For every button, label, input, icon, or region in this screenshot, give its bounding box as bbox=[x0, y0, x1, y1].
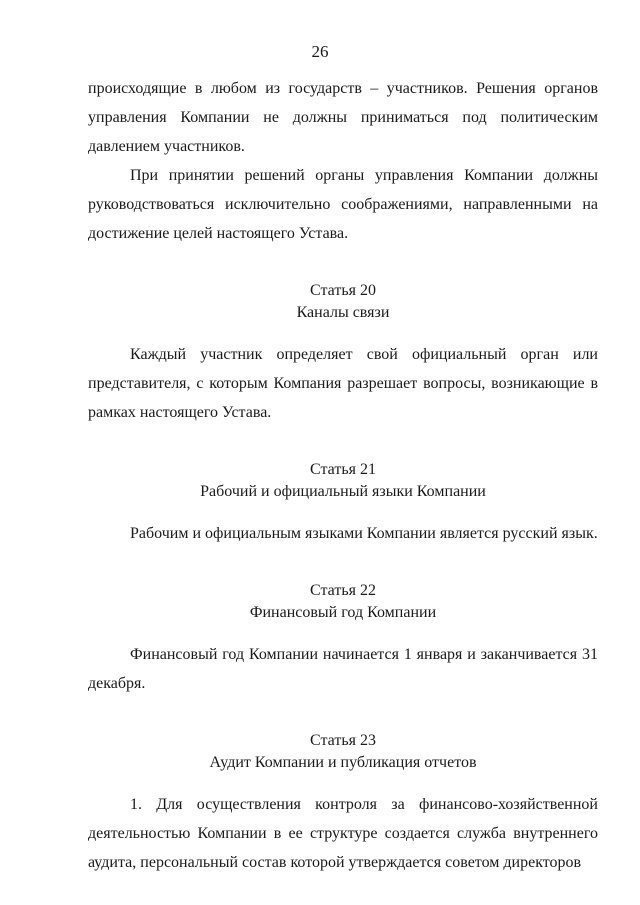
article-number: Статья 20 bbox=[310, 282, 376, 299]
article-number: Статья 22 bbox=[310, 582, 376, 599]
paragraph: При принятии решений органы управления Компании должны руководствоваться исключительно соображениями, направленными на достижение целей настоящего Устава. bbox=[88, 167, 598, 242]
article-22 bbox=[88, 580, 598, 698]
article-21 bbox=[88, 459, 598, 548]
paragraph: Финансовый год Компании начинается 1 января и заканчивается 31 декабря. bbox=[88, 646, 598, 692]
article-number: Статья 23 bbox=[310, 732, 376, 749]
document-body bbox=[88, 74, 598, 877]
paragraph-continuation: происходящие в любом из государств – участников. Решения органов управления Компании не должны приниматься под политическим давлением участников. bbox=[88, 80, 598, 155]
article-number: Статья 21 bbox=[310, 461, 376, 478]
page-number: 26 bbox=[311, 42, 329, 61]
paragraph: Рабочим и официальным языками Компании является русский язык. bbox=[130, 525, 598, 542]
article-title: Каналы связи bbox=[296, 304, 390, 321]
article-title: Аудит Компании и публикация отчетов bbox=[209, 754, 477, 771]
paragraph: 1. Для осуществления контроля за финансово-хозяйственной деятельностью Компании в ее структуре создается служба внутреннего аудита, персональный состав которой утверждается советом директоров bbox=[88, 796, 598, 871]
article-23 bbox=[88, 730, 598, 877]
article-20 bbox=[88, 280, 598, 427]
article-title: Финансовый год Компании bbox=[249, 604, 437, 621]
article-title: Рабочий и официальный языки Компании bbox=[200, 483, 486, 500]
paragraph: Каждый участник определяет свой официальный орган или представителя, с которым Компания разрешает вопросы, возникающие в рамках настоящего Устава. bbox=[88, 346, 598, 421]
